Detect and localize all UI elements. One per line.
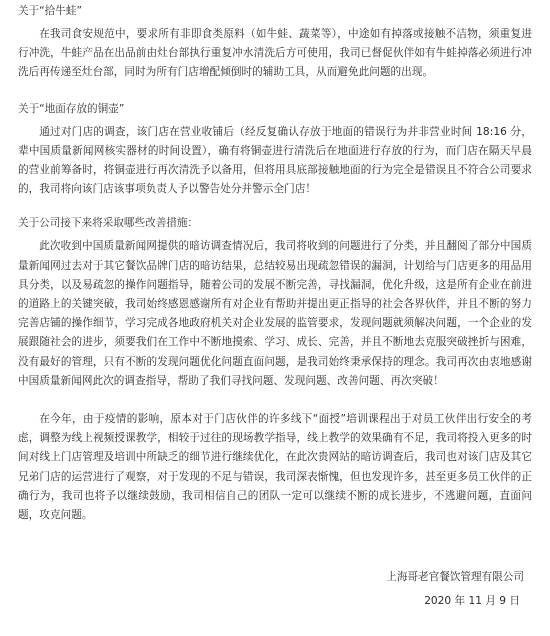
section-copper-pot bbox=[18, 102, 532, 200]
section-frog bbox=[18, 4, 532, 83]
section-heading: 关于“地面存放的铜壶” bbox=[18, 102, 125, 115]
section-improvements bbox=[18, 216, 532, 525]
section-paragraph: 在我司食安规范中，要求所有非即食类原料（如牛蛙、蔬菜等），中途如有掉落或接触不洁物，须重复进行冲洗，牛蛙产品在出品前由灶台部执行重复冲水清洗后方可使用，我司已督促伙伴如有牛蛙掉落必须进行冲洗后再传递至灶台部，同时为所有门店增配倾倒时的辅助工具，从而避免此问题的出现。 bbox=[18, 28, 532, 79]
signature-company: 上海哥老官餐饮管理有限公司 bbox=[386, 571, 524, 583]
section-heading: 关于公司接下来将采取哪些改善措施： bbox=[18, 217, 199, 230]
section-heading: 关于“拾牛蛙” bbox=[18, 5, 82, 17]
section-paragraph: 此次收到中国质量新闻网提供的暗访调查情况后，我司将收到的问题进行了分类，并且翻阅了部分中国质量新闻网过去对于其它餐饮品牌门店的暗访结果，总结较易出现疏忽错误的漏洞，计划给与门店更多的用品用具分类，以及易疏忽的操作问题指导，随着公司的发展不断完善，寻找漏洞，优化升级，这是所有企业在前进的道路上的关键突破，我司始终感恩感谢所有对企业有帮助并提出更正指导的社会各界伙伴，并且不断的努力完善店铺的操作细节，学习完成各地政府机关对企业发展的监管要求，发现问题就须解决问题，一个企业的发展跟随社会的进步，须要我们在工作中不断地摸索、学习、成长、完善，并且不断地去克服突破挫折与困难，没有最好的管理，只有不断的发现问题优化问题直面问题，是我司始终秉承保持的理念。我司再次由衷地感谢中国质量新闻网此次的调查指导，帮助了我们寻找问题、发现问题、改善问题、再次突破！ bbox=[18, 240, 532, 387]
section-paragraph: 通过对门店的调查，该门店在营业收铺后（经反复确认存放于地面的错误行为并非营业时间 18:16 分，辈中国质量新闻网核实器材的时间设置），确有将铜壶进行清洗后在地面进行存放的行为，而门店在隔天早晨的营业前筹备时，将铜壶进行再次清洗予以备用，但将用具底部接触地面的行为完全是错误且不符合公司要求的，我司将向该门店该事项负责人予以警告处分并警示全门店！ bbox=[18, 125, 532, 196]
signature-date: 2020 年 11 月 9 日 bbox=[424, 595, 520, 607]
section-paragraph: 在今年，由于疫情的影响，原本对于门店伙伴的许多线下“面授”培训课程出于对员工伙伴出行安全的考虑，调整为线上视频授课教学，相较于过往的现场教学指导，线上教学的效果确有不足，我司将投入更多的时间对线上门店管理及培训中所缺乏的细节进行继续优化，在此次贵网站的暗访调查后，我司也对该门店及其它兄弟门店的运营进行了观察，对于发现的不足与错误，我司深表惭愧，但也发现许多，甚至更多员工伙伴的正确行为，我司也将予以继续鼓励，我司相信自己的团队一定可以继续不断的成长进步，不逃避问题，直面问题，攻克问题。 bbox=[18, 413, 532, 522]
